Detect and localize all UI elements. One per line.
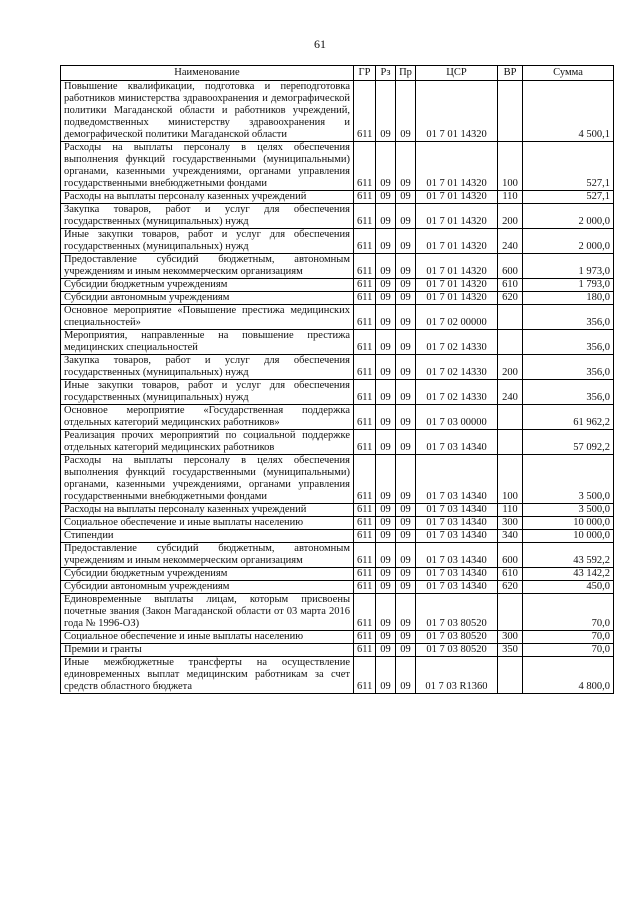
table-body (61, 81, 614, 694)
row-name: Иные закупки товаров, работ и услуг для обеспечения государственных (муниципальных) нужд (61, 380, 354, 405)
row-rz: 09 (376, 254, 396, 279)
row-name: Расходы на выплаты персоналу в целях обеспечения выполнения функций государственными (муниципальными) органами, казенными учреждениями, органами управления государственными внебюджетными фондами (61, 142, 354, 191)
row-gr: 611 (354, 543, 376, 568)
table-row (61, 504, 614, 517)
row-name: Мероприятия, направленные на повышение престижа медицинских специальностей (61, 330, 354, 355)
row-csr: 01 7 03 14340 (416, 517, 498, 530)
row-pr: 09 (396, 405, 416, 430)
row-pr: 09 (396, 254, 416, 279)
row-vr: 600 (498, 254, 523, 279)
table-header-row (61, 66, 614, 81)
row-gr: 611 (354, 405, 376, 430)
row-sum: 2 000,0 (523, 204, 614, 229)
row-name: Предоставление субсидий бюджетным, автономным учреждениям и иным некоммерческим организациям (61, 254, 354, 279)
row-pr: 09 (396, 644, 416, 657)
row-vr: 620 (498, 292, 523, 305)
page-number: 61 (314, 37, 326, 51)
row-gr: 611 (354, 191, 376, 204)
row-csr: 01 7 01 14320 (416, 254, 498, 279)
row-sum: 2 000,0 (523, 229, 614, 254)
row-sum: 3 500,0 (523, 455, 614, 504)
row-csr: 01 7 01 14320 (416, 279, 498, 292)
row-pr: 09 (396, 305, 416, 330)
row-gr: 611 (354, 254, 376, 279)
row-vr: 300 (498, 517, 523, 530)
row-csr: 01 7 03 80520 (416, 644, 498, 657)
row-pr: 09 (396, 455, 416, 504)
row-csr: 01 7 03 14340 (416, 455, 498, 504)
row-vr (498, 305, 523, 330)
row-sum: 70,0 (523, 631, 614, 644)
row-csr: 01 7 03 R1360 (416, 657, 498, 694)
row-sum: 43 142,2 (523, 568, 614, 581)
row-sum: 70,0 (523, 644, 614, 657)
row-gr: 611 (354, 142, 376, 191)
row-pr: 09 (396, 204, 416, 229)
row-vr: 610 (498, 568, 523, 581)
row-pr: 09 (396, 581, 416, 594)
row-rz: 09 (376, 504, 396, 517)
header-name: Наименование (61, 66, 354, 81)
row-gr: 611 (354, 355, 376, 380)
table-row (61, 229, 614, 254)
row-sum: 61 962,2 (523, 405, 614, 430)
row-rz: 09 (376, 81, 396, 142)
row-rz: 09 (376, 279, 396, 292)
row-csr: 01 7 03 80520 (416, 631, 498, 644)
row-vr: 200 (498, 204, 523, 229)
row-gr: 611 (354, 229, 376, 254)
row-pr: 09 (396, 380, 416, 405)
row-pr: 09 (396, 594, 416, 631)
row-csr: 01 7 02 14330 (416, 330, 498, 355)
row-pr: 09 (396, 355, 416, 380)
row-rz: 09 (376, 644, 396, 657)
table-row (61, 380, 614, 405)
table-row (61, 644, 614, 657)
row-vr: 110 (498, 504, 523, 517)
row-name: Расходы на выплаты персоналу в целях обеспечения выполнения функций государственными (муниципальными) органами, казенными учреждениями, органами управления государственными внебюджетными фондами (61, 455, 354, 504)
row-rz: 09 (376, 568, 396, 581)
row-gr: 611 (354, 292, 376, 305)
row-rz: 09 (376, 142, 396, 191)
row-sum: 450,0 (523, 581, 614, 594)
row-vr (498, 330, 523, 355)
row-sum: 3 500,0 (523, 504, 614, 517)
row-name: Расходы на выплаты персоналу казенных учреждений (61, 191, 354, 204)
row-gr: 611 (354, 504, 376, 517)
table-row (61, 405, 614, 430)
row-gr: 611 (354, 279, 376, 292)
table-row (61, 254, 614, 279)
table-row (61, 568, 614, 581)
table-row (61, 355, 614, 380)
row-name: Закупка товаров, работ и услуг для обеспечения государственных (муниципальных) нужд (61, 204, 354, 229)
row-gr: 611 (354, 644, 376, 657)
table-row (61, 517, 614, 530)
row-gr: 611 (354, 631, 376, 644)
row-pr: 09 (396, 543, 416, 568)
row-name: Реализация прочих мероприятий по социальной поддержке отдельных категорий медицинских работников (61, 430, 354, 455)
row-sum: 356,0 (523, 305, 614, 330)
row-rz: 09 (376, 543, 396, 568)
row-gr: 611 (354, 430, 376, 455)
header-pr: Пр (396, 66, 416, 81)
row-csr: 01 7 01 14320 (416, 204, 498, 229)
row-pr: 09 (396, 330, 416, 355)
row-pr: 09 (396, 631, 416, 644)
row-vr: 110 (498, 191, 523, 204)
budget-table (60, 65, 614, 694)
row-vr: 100 (498, 455, 523, 504)
row-csr: 01 7 03 14340 (416, 504, 498, 517)
row-rz: 09 (376, 405, 396, 430)
row-gr: 611 (354, 204, 376, 229)
table-row (61, 657, 614, 694)
row-pr: 09 (396, 504, 416, 517)
row-vr: 300 (498, 631, 523, 644)
row-sum: 10 000,0 (523, 530, 614, 543)
row-sum: 356,0 (523, 330, 614, 355)
row-rz: 09 (376, 455, 396, 504)
row-rz: 09 (376, 430, 396, 455)
row-pr: 09 (396, 292, 416, 305)
row-name: Социальное обеспечение и иные выплаты населению (61, 631, 354, 644)
row-sum: 1 793,0 (523, 279, 614, 292)
row-vr: 350 (498, 644, 523, 657)
row-name: Субсидии автономным учреждениям (61, 581, 354, 594)
table-row (61, 292, 614, 305)
row-pr: 09 (396, 81, 416, 142)
row-vr: 240 (498, 380, 523, 405)
row-name: Субсидии бюджетным учреждениям (61, 568, 354, 581)
row-csr: 01 7 03 80520 (416, 594, 498, 631)
row-csr: 01 7 01 14320 (416, 142, 498, 191)
table-row (61, 279, 614, 292)
row-sum: 4 800,0 (523, 657, 614, 694)
row-rz: 09 (376, 530, 396, 543)
row-csr: 01 7 01 14320 (416, 81, 498, 142)
row-gr: 611 (354, 568, 376, 581)
row-rz: 09 (376, 355, 396, 380)
row-pr: 09 (396, 517, 416, 530)
row-gr: 611 (354, 657, 376, 694)
row-pr: 09 (396, 530, 416, 543)
table-row (61, 455, 614, 504)
row-name: Иные межбюджетные трансферты на осуществление единовременных выплат медицинским работникам за счет средств областного бюджета (61, 657, 354, 694)
row-gr: 611 (354, 81, 376, 142)
row-gr: 611 (354, 530, 376, 543)
row-rz: 09 (376, 380, 396, 405)
table-row (61, 594, 614, 631)
row-rz: 09 (376, 517, 396, 530)
row-pr: 09 (396, 568, 416, 581)
row-pr: 09 (396, 279, 416, 292)
row-vr (498, 81, 523, 142)
row-rz: 09 (376, 581, 396, 594)
table-row (61, 631, 614, 644)
row-csr: 01 7 03 14340 (416, 530, 498, 543)
row-csr: 01 7 03 14340 (416, 430, 498, 455)
row-sum: 527,1 (523, 191, 614, 204)
row-sum: 43 592,2 (523, 543, 614, 568)
row-csr: 01 7 01 14320 (416, 191, 498, 204)
row-vr: 200 (498, 355, 523, 380)
table-row (61, 142, 614, 191)
header-gr: ГР (354, 66, 376, 81)
row-vr (498, 405, 523, 430)
row-rz: 09 (376, 631, 396, 644)
row-csr: 01 7 02 14330 (416, 355, 498, 380)
row-csr: 01 7 03 14340 (416, 568, 498, 581)
table-row (61, 204, 614, 229)
row-vr (498, 657, 523, 694)
row-name: Социальное обеспечение и иные выплаты населению (61, 517, 354, 530)
row-vr: 100 (498, 142, 523, 191)
table-row (61, 581, 614, 594)
row-pr: 09 (396, 191, 416, 204)
table-row (61, 543, 614, 568)
row-sum: 356,0 (523, 380, 614, 405)
row-rz: 09 (376, 330, 396, 355)
row-vr: 600 (498, 543, 523, 568)
row-rz: 09 (376, 292, 396, 305)
row-name: Субсидии бюджетным учреждениям (61, 279, 354, 292)
row-name: Иные закупки товаров, работ и услуг для обеспечения государственных (муниципальных) нужд (61, 229, 354, 254)
row-rz: 09 (376, 204, 396, 229)
row-vr: 610 (498, 279, 523, 292)
header-rz: Рз (376, 66, 396, 81)
row-sum: 356,0 (523, 355, 614, 380)
row-gr: 611 (354, 594, 376, 631)
row-rz: 09 (376, 191, 396, 204)
row-sum: 1 973,0 (523, 254, 614, 279)
row-vr: 620 (498, 581, 523, 594)
row-sum: 10 000,0 (523, 517, 614, 530)
row-sum: 70,0 (523, 594, 614, 631)
row-name: Единовременные выплаты лицам, которым присвоены почетные звания (Закон Магаданской области от 03 марта 2016 года № 1996-ОЗ) (61, 594, 354, 631)
row-name: Повышение квалификации, подготовка и переподготовка работников министерства здравоохранения и демографической политики Магаданской области и работников учреждений, подведомственных министерству здравоохранения и демографической политики Магаданской области (61, 81, 354, 142)
row-pr: 09 (396, 430, 416, 455)
row-csr: 01 7 01 14320 (416, 292, 498, 305)
table-row (61, 330, 614, 355)
table-row (61, 430, 614, 455)
row-rz: 09 (376, 229, 396, 254)
table-row (61, 305, 614, 330)
row-csr: 01 7 03 00000 (416, 405, 498, 430)
row-sum: 527,1 (523, 142, 614, 191)
row-csr: 01 7 02 00000 (416, 305, 498, 330)
row-name: Предоставление субсидий бюджетным, автономным учреждениям и иным некоммерческим организациям (61, 543, 354, 568)
header-csr: ЦСР (416, 66, 498, 81)
header-sum: Сумма (523, 66, 614, 81)
table-row (61, 81, 614, 142)
row-csr: 01 7 01 14320 (416, 229, 498, 254)
row-vr (498, 594, 523, 631)
row-vr (498, 430, 523, 455)
row-rz: 09 (376, 594, 396, 631)
row-gr: 611 (354, 305, 376, 330)
row-csr: 01 7 03 14340 (416, 543, 498, 568)
row-vr: 240 (498, 229, 523, 254)
row-csr: 01 7 02 14330 (416, 380, 498, 405)
row-pr: 09 (396, 142, 416, 191)
table-row (61, 191, 614, 204)
row-rz: 09 (376, 305, 396, 330)
header-vr: ВР (498, 66, 523, 81)
row-name: Основное мероприятие «Повышение престижа медицинских специальностей» (61, 305, 354, 330)
row-sum: 180,0 (523, 292, 614, 305)
row-name: Премии и гранты (61, 644, 354, 657)
table-row (61, 530, 614, 543)
row-gr: 611 (354, 330, 376, 355)
row-gr: 611 (354, 517, 376, 530)
row-pr: 09 (396, 657, 416, 694)
row-name: Закупка товаров, работ и услуг для обеспечения государственных (муниципальных) нужд (61, 355, 354, 380)
row-name: Основное мероприятие «Государственная поддержка отдельных категорий медицинских работников» (61, 405, 354, 430)
row-rz: 09 (376, 657, 396, 694)
row-gr: 611 (354, 581, 376, 594)
row-sum: 4 500,1 (523, 81, 614, 142)
row-vr: 340 (498, 530, 523, 543)
row-csr: 01 7 03 14340 (416, 581, 498, 594)
row-sum: 57 092,2 (523, 430, 614, 455)
row-gr: 611 (354, 380, 376, 405)
row-pr: 09 (396, 229, 416, 254)
row-name: Стипендии (61, 530, 354, 543)
row-name: Субсидии автономным учреждениям (61, 292, 354, 305)
row-gr: 611 (354, 455, 376, 504)
row-name: Расходы на выплаты персоналу казенных учреждений (61, 504, 354, 517)
